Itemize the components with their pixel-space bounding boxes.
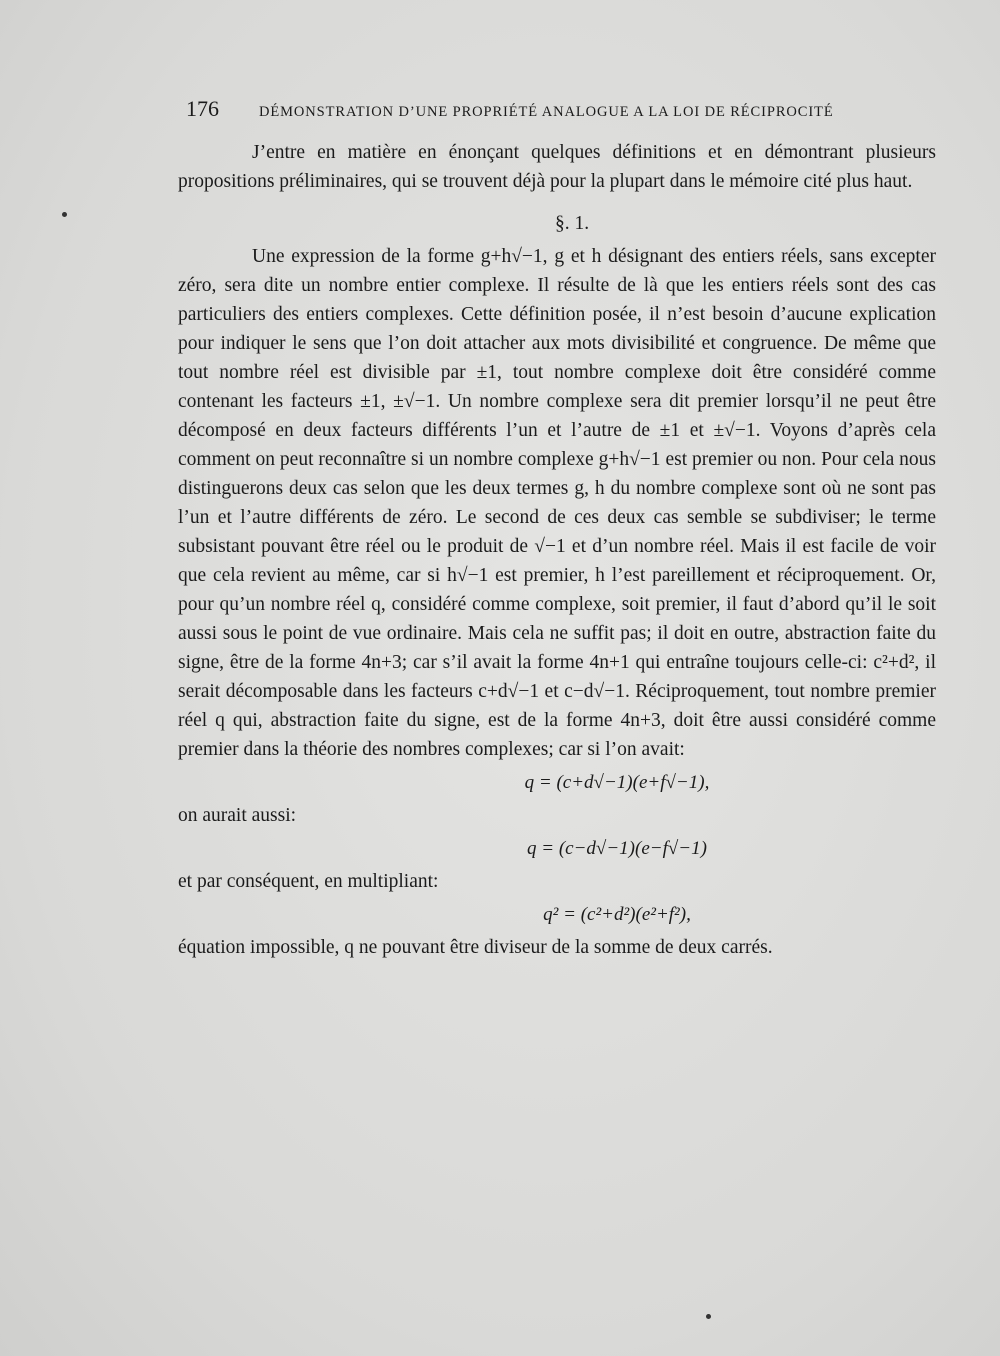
page-header	[186, 96, 866, 122]
print-speck	[62, 212, 67, 217]
text-after-equation-2: et par conséquent, en multipliant:	[178, 871, 439, 892]
main-paragraph: Une expression de la forme g+h√−1, g et h désignant des entiers réels, sans excepter zéro, sera dite un nombre entier complexe. Il résulte de là que les entiers réels sont des cas particuliers des entiers complexes. Cette définition posée, il n’est besoin d’aucune explication pour indiquer le sens que l’on doit attacher aux mots divisibilité et congruence. De même que tout nombre réel est divisible par ±1, tout nombre complexe doit être considéré comme contenant les facteurs ±1, ±√−1. Un nombre complexe sera dit premier lorsqu’il ne peut être décomposé en deux facteurs différents l’un et l’autre de ±1 et ±√−1. Voyons d’après cela comment on peut reconnaître si un nombre complexe g+h√−1 est premier ou non. Pour cela nous distinguerons deux cas selon que les deux termes g, h du nombre complexe sont où ne sont pas l’un et l’autre différents de zéro. Le second de ces deux cas semble se subdiviser; le terme subsistant pouvant être réel ou le produit de √−1 et d’un nombre réel. Mais il est facile de voir que cela revient au même, car si h√−1 est premier, h l’est pareillement et réciproquement. Or, pour qu’un nombre réel q, considéré comme complexe, soit premier, il faut d’abord qu’il le soit aussi sous le point de vue ordinaire. Mais cela ne suffit pas; il doit en outre, abstraction faite du signe, être de la forme 4n+3; car s’il avait la forme 4n+1 qui entraîne toujours celle-ci: c²+d², il serait décomposable dans les facteurs c+d√−1 et c−d√−1. Réciproquement, tout nombre premier réel q qui, abstraction faite du signe, est de la forme 4n+3, doit être aussi considéré comme premier dans la théorie des nombres complexes; car si l’on avait:	[178, 246, 936, 760]
equation-1: q = (c+d√−1)(e+f√−1),	[524, 772, 710, 793]
page-number: 176	[186, 96, 219, 121]
equation-3: q² = (c²+d²)(e²+f²),	[543, 904, 691, 925]
closing-text: équation impossible, q ne pouvant être diviseur de la somme de deux carrés.	[178, 937, 773, 958]
text-after-equation-1: on aurait aussi:	[178, 805, 297, 826]
running-head: DÉMONSTRATION D’UNE PROPRIÉTÉ ANALOGUE A LA LOI DE RÉCIPROCITÉ	[259, 104, 834, 120]
equation-2: q = (c−d√−1)(e−f√−1)	[527, 838, 707, 859]
intro-paragraph: J’entre en matière en énonçant quelques définitions et en démontrant plusieurs propositions préliminaires, qui se trouvent déjà pour la plupart dans le mémoire cité plus haut.	[178, 142, 936, 192]
section-heading: §. 1.	[554, 213, 590, 234]
print-speck	[706, 1314, 711, 1319]
body-text	[178, 138, 936, 962]
